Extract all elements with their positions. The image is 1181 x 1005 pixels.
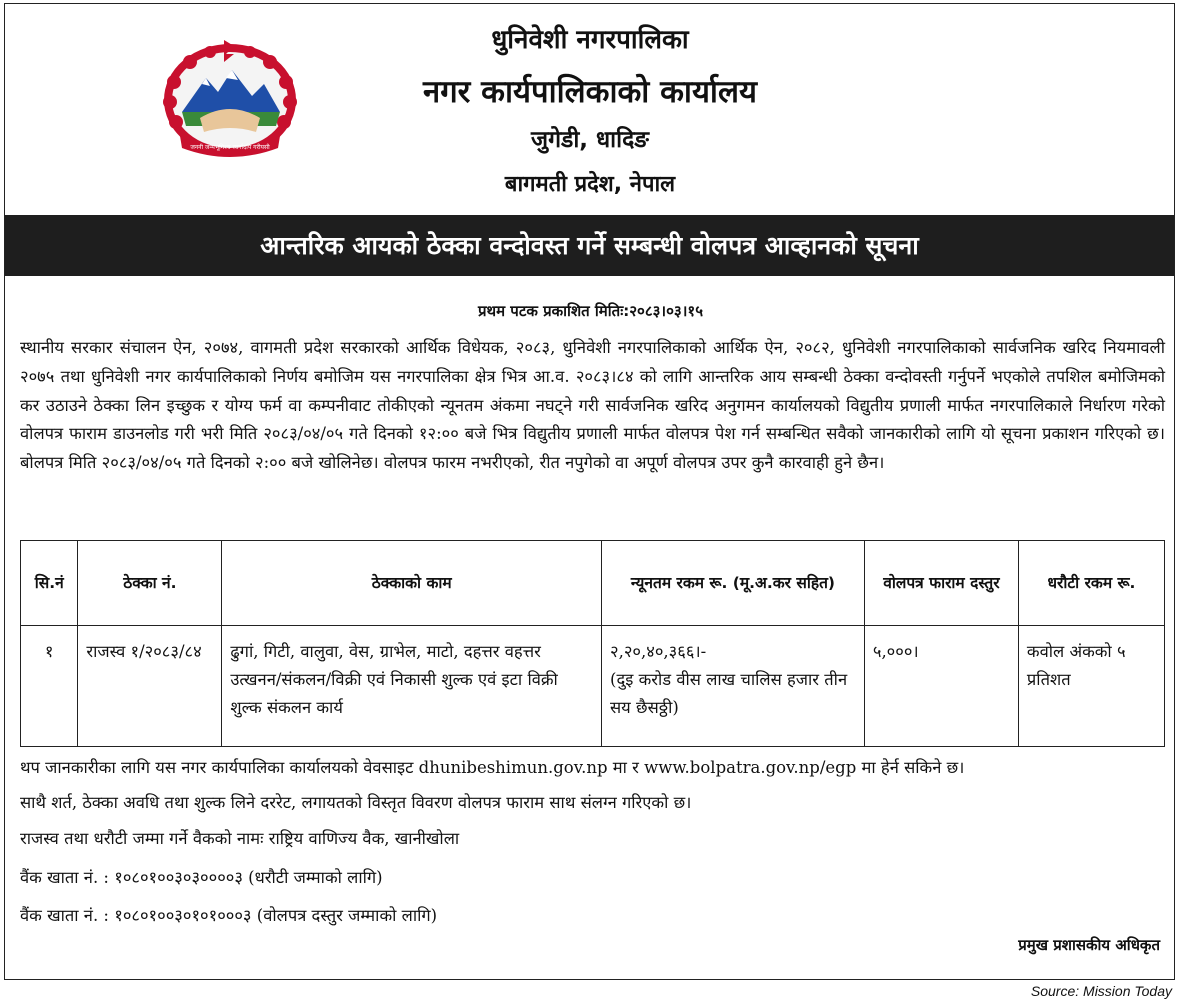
- office-location: जुगेडी, धादिङ: [531, 127, 649, 153]
- notice-title-banner: [5, 215, 1174, 276]
- cell-form-fee: ५,०००।: [864, 626, 1018, 747]
- source-credit: Source: Mission Today: [1030, 983, 1172, 999]
- footer-bank-name: राजस्व तथा धरौटी जम्मा गर्ने वैकको नामः राष्ट्रिय वाणिज्य वैक, खानीखोला: [20, 829, 460, 848]
- header-contract-no: ठेक्का नं.: [78, 541, 222, 626]
- min-amount-figure: २,२०,४०,३६६।-: [610, 642, 707, 661]
- footer-website-info: थप जानकारीका लागि यस नगर कार्यपालिका कार्यालयको वेवसाइट dhunibeshimun.gov.np मा र www.bolpatra.gov.np/egp मा हेर्न सकिने छ।: [20, 758, 965, 777]
- min-amount-words: (दुइ करोड वीस लाख चालिस हजार तीन सय छैसठ्ठी): [610, 670, 848, 717]
- office-name: नगर कार्यपालिकाको कार्यालय: [423, 74, 757, 110]
- cell-deposit: कवोल अंकको ५ प्रतिशत: [1018, 626, 1164, 747]
- footer-bank-account-fee: वैंक खाता नं. : १०८०१००३०१०१०००३ (वोलपत्र दस्तुर जम्माको लागि): [20, 906, 438, 925]
- notice-title: आन्तरिक आयको ठेक्का वन्दोवस्त गर्ने सम्बन्धी वोलपत्र आव्हानको सूचना: [260, 231, 919, 260]
- notice-body: स्थानीय सरकार संचालन ऐन, २०७४, वागमती प्रदेश सरकारको आर्थिक विधेयक, २०८३, धुनिवेशी नगरपालिकाको आर्थिक ऐन, २०८२, धुनिवेशी नगरपालिकाको सार्वजनिक खरिद नियमावली २०७५ तथा धुनिवेशी नगर कार्यपालिकाको निर्णय बमोजिम यस नगरपालिका क्षेत्र भित्र आ.व. २०८३।८४ को लागि आन्तरिक आय सम्बन्धी ठेक्का वन्दोवस्ती गर्नुपर्ने भएकोले तपशिल बमोजिमको कर उठाउने ठेक्का लिन इच्छुक र योग्य फर्म वा कम्पनीवाट तोकीएको न्यूनतम अंकमा नघट्ने गरी सार्वजनिक खरिद अनुगमन कार्यालयको विद्युतीय प्रणाली मार्फत नगरपालिकाले निर्धारण गरेको वोलपत्र फाराम डाउनलोड गरी भरी मिति २०८३/०४/०५ गते दिनको १२:०० बजे भित्र विद्युतीय प्रणाली मार्फत वोलपत्र पेश गर्न सम्बन्धित सवैको जानकारीको लागि यो सूचना प्रकाशन गरिएको छ। बोलपत्र मिति २०८३/०४/०५ गते दिनको २:०० बजे खोलिनेछ। वोलपत्र फारम नभरीएको, रीत नपुगेको वा अपूर्ण वोलपत्र उपर कुनै कारवाही हुने छैन।: [20, 338, 1165, 473]
- emblem-motto: जननी जन्मभूमिश्च स्वर्गादपि गरीयसी: [190, 144, 270, 151]
- signatory: प्रमुख प्रशासकीय अधिकृत: [1018, 936, 1160, 954]
- nepal-emblem-logo: [160, 40, 300, 158]
- contract-table: [20, 540, 1165, 747]
- header-deposit: धरौटी रकम रू.: [1018, 541, 1164, 626]
- footer-bank-account-deposit: वैंक खाता नं. : १०८०१००३०३००००३ (धरौटी जम्माको लागि): [20, 868, 383, 887]
- municipality-name: धुनिवेशी नगरपालिका: [491, 25, 689, 55]
- province-country: बागमती प्रदेश, नेपाल: [504, 172, 676, 197]
- table-header-row: [21, 541, 1165, 626]
- header-form-fee: वोलपत्र फाराम दस्तुर: [864, 541, 1018, 626]
- header-work: ठेक्काको काम: [222, 541, 602, 626]
- cell-work: ढुगां, गिटी, वालुवा, वेस, ग्राभेल, माटो, दहत्तर वहत्तर उत्खनन/संकलन/विक्री एवं निकासी शुल्क एवं इटा विक्री शुल्क संकलन कार्य: [222, 626, 602, 747]
- cell-contract-no: राजस्व १/२०८३/८४: [78, 626, 222, 747]
- cell-min-amount: [602, 626, 865, 747]
- cell-serial: १: [21, 626, 78, 747]
- header-min-amount: न्यूनतम रकम रू. (मू.अ.कर सहित): [602, 541, 865, 626]
- table-row: [21, 626, 1165, 747]
- footer-terms-info: साथै शर्त, ठेक्का अवधि तथा शुल्क लिने दररेट, लगायतको विस्तृत विवरण वोलपत्र फाराम साथ संलग्न गरिएको छ।: [20, 793, 692, 812]
- header-serial: सि.नं: [21, 541, 78, 626]
- published-date: प्रथम पटक प्रकाशित मितिः:२०८३।०३।१५: [477, 302, 704, 320]
